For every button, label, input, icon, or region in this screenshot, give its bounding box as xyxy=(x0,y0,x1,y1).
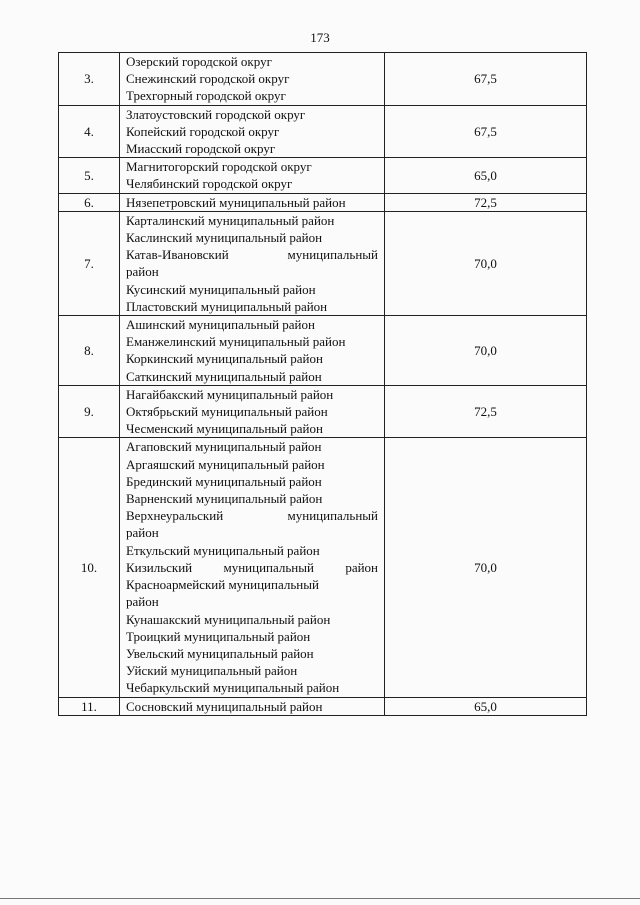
table-row xyxy=(59,438,587,697)
municipality-line: район xyxy=(126,594,159,610)
table-row xyxy=(59,193,587,211)
row-number: 11. xyxy=(59,697,120,715)
table-row xyxy=(59,385,587,438)
bottom-rule xyxy=(0,898,640,899)
municipality-line: Карталинский муниципальный район xyxy=(126,212,335,228)
municipality-line: Красноармейский муниципальный xyxy=(126,577,319,593)
municipality-line: Копейский городской округ xyxy=(126,123,280,139)
municipality-line: район xyxy=(126,525,159,541)
row-value: 67,5 xyxy=(385,105,587,158)
municipality-line: Каслинский муниципальный район xyxy=(126,230,323,246)
municipality-line: Октябрьский муниципальный район xyxy=(126,404,328,420)
municipality-line: Верхнеуральский муниципальный xyxy=(126,508,378,524)
municipality-line: Еткульский муниципальный район xyxy=(126,542,320,558)
municipality-line: Челябинский городской округ xyxy=(126,176,293,192)
municipality-line: район xyxy=(126,264,159,280)
municipality-line: Аргаяшский муниципальный район xyxy=(126,456,325,472)
municipality-table xyxy=(58,52,587,716)
municipality-line: Кунашакский муниципальный район xyxy=(126,611,331,627)
row-number: 7. xyxy=(59,211,120,315)
municipality-names xyxy=(120,697,385,715)
municipality-line: Чесменский муниципальный район xyxy=(126,421,323,437)
municipality-line: Кусинский муниципальный район xyxy=(126,281,316,297)
municipality-names xyxy=(120,193,385,211)
municipality-line: Катав-Ивановский муниципальный xyxy=(126,247,378,263)
row-number: 3. xyxy=(59,53,120,106)
municipality-line: Сосновский муниципальный район xyxy=(126,698,323,714)
municipality-line: Магнитогорский городской округ xyxy=(126,159,312,175)
municipality-line: Уйский муниципальный район xyxy=(126,663,298,679)
municipality-line: Саткинский муниципальный район xyxy=(126,368,322,384)
municipality-line: Златоустовский городской округ xyxy=(126,106,306,122)
municipality-line: Озерский городской округ xyxy=(126,54,272,69)
municipality-names xyxy=(120,105,385,158)
row-value: 72,5 xyxy=(385,385,587,438)
table-row xyxy=(59,105,587,158)
row-value: 67,5 xyxy=(385,53,587,106)
municipality-line: Еманжелинский муниципальный район xyxy=(126,334,346,350)
table-row xyxy=(59,316,587,386)
municipality-line: Трехгорный городской округ xyxy=(126,88,286,104)
municipality-line: Увельский муниципальный район xyxy=(126,645,314,661)
municipality-names xyxy=(120,438,385,697)
row-value: 65,0 xyxy=(385,158,587,193)
row-number: 6. xyxy=(59,193,120,211)
municipality-line: Нагайбакский муниципальный район xyxy=(126,386,334,402)
table-row xyxy=(59,53,587,106)
row-number: 10. xyxy=(59,438,120,697)
municipality-line: Варненский муниципальный район xyxy=(126,491,323,507)
table-row xyxy=(59,697,587,715)
table-row xyxy=(59,211,587,315)
municipality-line: Ашинский муниципальный район xyxy=(126,317,315,333)
municipality-names xyxy=(120,53,385,106)
municipality-line: Коркинский муниципальный район xyxy=(126,351,323,367)
municipality-names xyxy=(120,316,385,386)
row-value: 70,0 xyxy=(385,316,587,386)
row-value: 70,0 xyxy=(385,211,587,315)
municipality-line: Кизильский муниципальный район xyxy=(126,559,378,575)
row-number: 4. xyxy=(59,105,120,158)
municipality-line: Чебаркульский муниципальный район xyxy=(126,680,340,696)
municipality-line: Агаповский муниципальный район xyxy=(126,439,322,455)
municipality-line: Пластовский муниципальный район xyxy=(126,298,328,314)
municipality-names xyxy=(120,211,385,315)
municipality-line: Снежинский городской округ xyxy=(126,71,290,87)
row-number: 9. xyxy=(59,385,120,438)
row-number: 5. xyxy=(59,158,120,193)
municipality-line: Троицкий муниципальный район xyxy=(126,628,311,644)
row-value: 70,0 xyxy=(385,438,587,697)
row-value: 72,5 xyxy=(385,193,587,211)
page-number: 173 xyxy=(310,30,330,45)
municipality-line: Брединский муниципальный район xyxy=(126,473,322,489)
municipality-names xyxy=(120,158,385,193)
municipality-names xyxy=(120,385,385,438)
municipality-line: Миасский городской округ xyxy=(126,141,276,157)
row-value: 65,0 xyxy=(385,697,587,715)
municipality-line: Нязепетровский муниципальный район xyxy=(126,194,346,210)
table-body xyxy=(59,53,587,716)
row-number: 8. xyxy=(59,316,120,386)
table-row xyxy=(59,158,587,193)
